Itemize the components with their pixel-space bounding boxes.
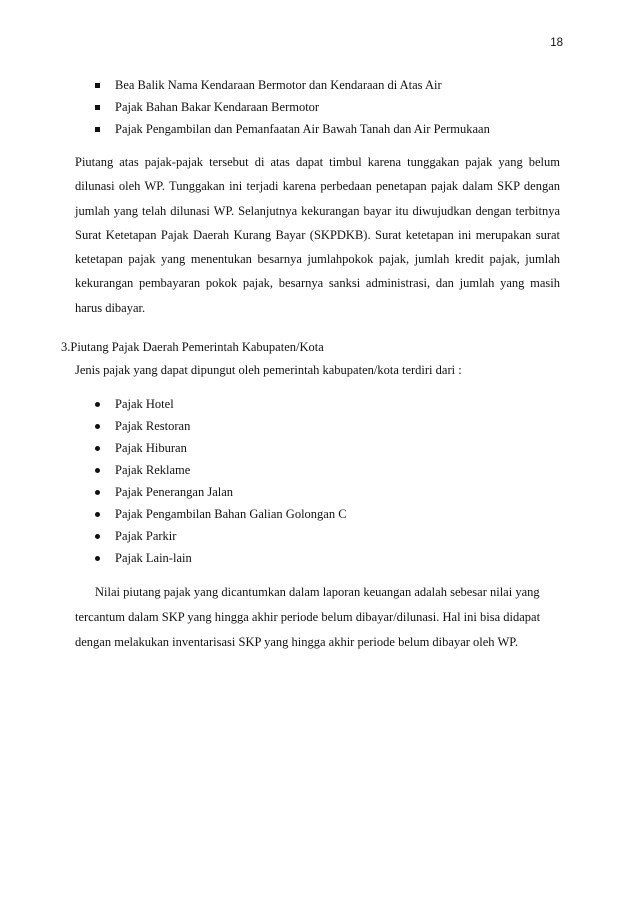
list-item — [95, 437, 347, 459]
list-item — [95, 118, 490, 140]
list-item-label: Pajak Hotel — [115, 397, 174, 411]
list-item-label: Pajak Hiburan — [115, 441, 187, 455]
list-item-label: Pajak Parkir — [115, 529, 177, 543]
paragraph-piutang: Piutang atas pajak-pajak tersebut di atas dapat timbul karena tunggakan pajak yang belum dilunasi oleh WP. Tunggakan ini terjadi karena perbedaan penetapan pajak dalam SKP dengan jumlah yang telah dilunasi WP. Selanjutnya kekurangan bayar itu diwujudkan dengan terbitnya Surat Ketetapan Pajak Daerah Kurang Bayar (SKPDKB). Surat ketetapan ini merupakan surat ketetapan pajak yang menentukan besarnya jumlahpokok pajak, jumlah kredit pajak, jumlah kekurangan pembayaran pokok pajak, besarnya sanksi administrasi, dan jumlah yang masih harus dibayar. — [75, 155, 560, 315]
dot-bullet-icon — [95, 424, 100, 429]
list-item — [95, 547, 347, 569]
dot-bullet-icon — [95, 446, 100, 451]
list-item — [95, 481, 347, 503]
list-item-label: Pajak Lain-lain — [115, 551, 192, 565]
paragraph-line: Nilai piutang pajak yang dicantumkan dalam laporan keuangan adalah sebesar nilai yang — [95, 585, 540, 599]
dot-bullet-icon — [95, 468, 100, 473]
paragraph-line: tercantum dalam SKP yang hingga akhir periode belum dibayar/dilunasi. Hal ini bisa didapat — [75, 610, 541, 624]
tax-list-kabupaten — [95, 393, 347, 569]
section-heading: 3.Piutang Pajak Daerah Pemerintah Kabupaten/Kota — [61, 340, 324, 354]
list-item — [95, 96, 490, 118]
section-intro: Jenis pajak yang dapat dipungut oleh pemerintah kabupaten/kota terdiri dari : — [75, 363, 462, 377]
dot-bullet-icon — [95, 512, 100, 517]
list-item — [95, 415, 347, 437]
dot-bullet-icon — [95, 490, 100, 495]
tax-list-top — [95, 74, 490, 140]
list-item-label: Pajak Pengambilan dan Pemanfaatan Air Bawah Tanah dan Air Permukaan — [115, 122, 490, 136]
page-number: 18 — [550, 37, 563, 49]
square-bullet-icon — [95, 105, 100, 110]
list-item — [95, 74, 490, 96]
list-item-label: Pajak Bahan Bakar Kendaraan Bermotor — [115, 100, 320, 114]
list-item-label: Pajak Pengambilan Bahan Galian Golongan C — [115, 507, 347, 521]
paragraph-line: dengan melakukan inventarisasi SKP yang hingga akhir periode belum dibayar oleh WP. — [75, 635, 518, 649]
paragraph-nilai-piutang — [75, 580, 560, 655]
list-item — [95, 459, 347, 481]
list-item — [95, 393, 347, 415]
list-item-label: Pajak Reklame — [115, 463, 191, 477]
square-bullet-icon — [95, 83, 100, 88]
list-item-label: Bea Balik Nama Kendaraan Bermotor dan Kendaraan di Atas Air — [115, 78, 442, 92]
dot-bullet-icon — [95, 402, 100, 407]
square-bullet-icon — [95, 127, 100, 132]
dot-bullet-icon — [95, 556, 100, 561]
list-item — [95, 503, 347, 525]
list-item — [95, 525, 347, 547]
list-item-label: Pajak Penerangan Jalan — [115, 485, 234, 499]
dot-bullet-icon — [95, 534, 100, 539]
list-item-label: Pajak Restoran — [115, 419, 191, 433]
